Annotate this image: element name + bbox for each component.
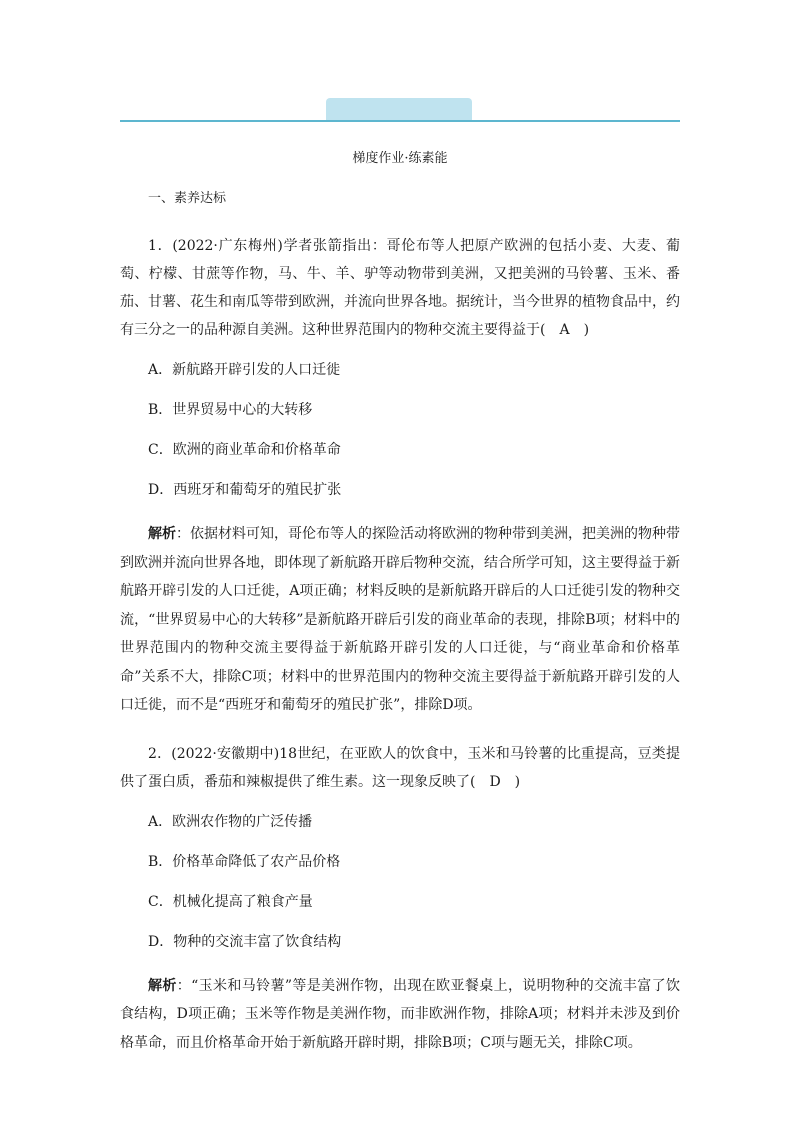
option-a: A．欧洲农作物的广泛传播 [148,813,313,830]
analysis [120,520,680,720]
option-d: D．西班牙和葡萄牙的殖民扩张 [148,482,342,498]
option-c: C．欧洲的商业革命和价格革命 [148,442,341,458]
option-a: A．新航路开辟引发的人口迁徙 [148,362,341,378]
header-rule [120,120,680,122]
page-title: 梯度作业·练素能 [352,151,448,166]
analysis-label: 解析 [148,977,177,994]
header-tab [326,98,472,120]
option-b: B．价格革命降低了农产品价格 [148,853,341,870]
analysis-label: 解析 [148,526,176,542]
question-stem: 2．(2022·安徽期中)18世纪，在亚欧人的饮食中，玉米和马铃薯的比重提高，豆类提供了蛋白质，番茄和辣椒提供了维生素。这一现象反映了( D ) [120,745,680,790]
option-d: D．物种的交流丰富了饮食结构 [148,933,342,950]
section-heading: 一、素养达标 [148,191,227,206]
question-1 [120,232,680,720]
question-2 [120,740,680,1058]
document-body [120,146,680,1057]
option-b: B．世界贸易中心的大转移 [148,402,313,418]
analysis [120,972,680,1058]
analysis-text: ：依据材料可知，哥伦布等人的探险活动将欧洲的物种带到美洲，把美洲的物种带到欧洲并流向世界各地，即体现了新航路开辟后物种交流，结合所学可知，这主要得益于新航路开辟引发的人口迁徙，A项正确；材料反映的是新航路开辟后的人口迁徙引发的物种交流，“世界贸易中心的大转移”是新航路开辟后引发的商业革命的表现，排除B项；材料中的世界范围内的物种交流主要得益于新航路开辟引发的人口迁徙，与“商业革命和价格革命”关系不大，排除C项；材料中的世界范围内的物种交流主要得益于新航路开辟引发的人口迁徙，而不是“西班牙和葡萄牙的殖民扩张”，排除D项。 [120,526,680,713]
analysis-text: ：“玉米和马铃薯”等是美洲作物，出现在欧亚餐桌上，说明物种的交流丰富了饮食结构，D项正确；玉米等作物是美洲作物，而非欧洲作物，排除A项；材料并未涉及到价格革命，而且价格革命开始于新航路开辟时期，排除B项；C项与题无关，排除C项。 [120,977,681,1051]
option-c: C．机械化提高了粮食产量 [148,893,313,910]
question-stem: 1．(2022·广东梅州)学者张箭指出：哥伦布等人把原产欧洲的包括小麦、大麦、葡萄、柠檬、甘蔗等作物，马、牛、羊、驴等动物带到美洲，又把美洲的马铃薯、玉米、番茄、甘薯、花生和南瓜等带到欧洲，并流向世界各地。据统计，当今世界的植物食品中，约有三分之一的品种源自美洲。这种世界范围内的物种交流主要得益于( A ) [120,238,680,338]
